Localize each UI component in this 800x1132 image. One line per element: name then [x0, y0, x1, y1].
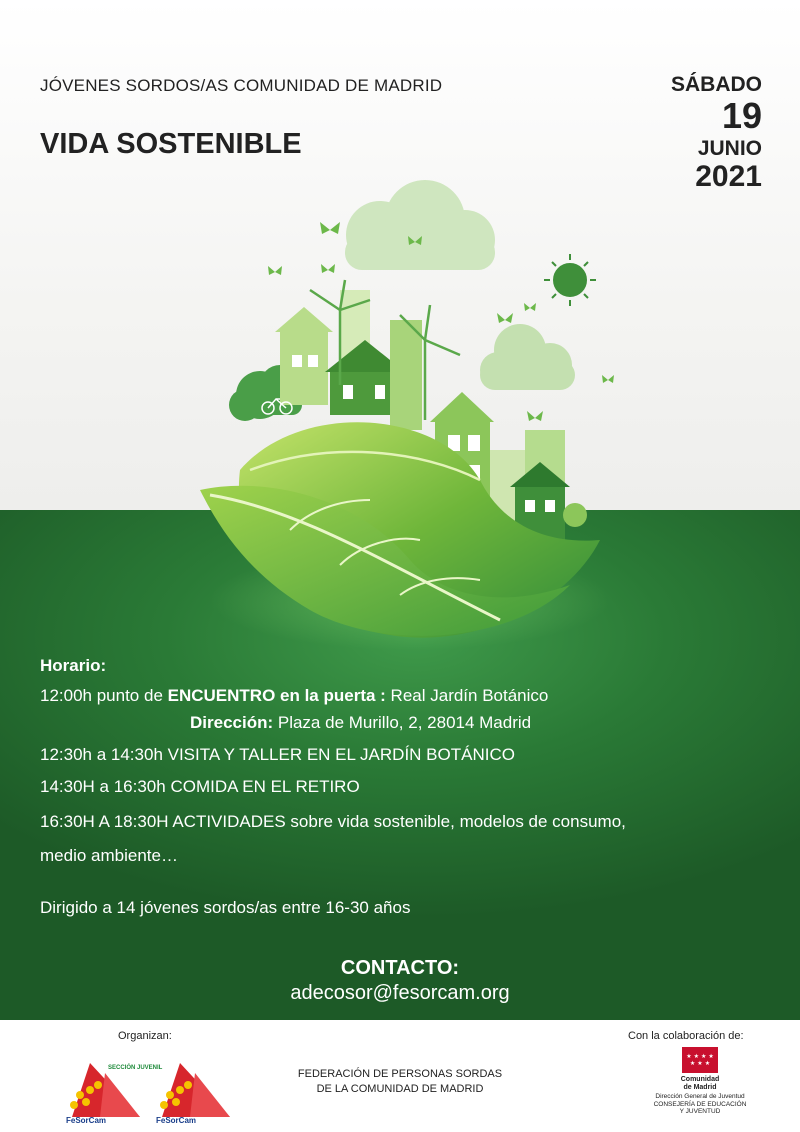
logo-1-text: FeSorCam — [66, 1116, 107, 1125]
federation-line-1: FEDERACIÓN DE PERSONAS SORDAS — [297, 1068, 503, 1080]
meeting-point — [40, 686, 548, 706]
cm-name-line-1: Comunidad — [680, 1076, 720, 1083]
meeting-highlight: ENCUENTRO en la puerta : — [167, 686, 386, 705]
cm-department — [640, 1093, 760, 1115]
poster-title: VIDA SOSTENIBLE — [40, 128, 302, 160]
address-label: Dirección: — [190, 713, 274, 732]
organizers-label: Organizan: — [118, 1030, 172, 1042]
event-date — [671, 74, 762, 192]
sun-icon — [544, 254, 596, 306]
date-day: 19 — [721, 95, 762, 136]
contact-email[interactable]: adecosor@fesorcam.org — [290, 982, 510, 1004]
cm-name — [640, 1076, 760, 1091]
date-year: 2021 — [695, 160, 762, 193]
cm-sub-line-1: Dirección General de Juventud — [655, 1093, 745, 1101]
organization-name: JÓVENES SORDOS/AS COMUNIDAD DE MADRID — [40, 76, 443, 95]
cm-sub-line-2: CONSEJERÍA DE EDUCACIÓN — [653, 1100, 747, 1108]
fesorcam-logo — [150, 1055, 235, 1125]
address-value: Plaza de Murillo, 2, 28014 Madrid — [273, 713, 532, 732]
madrid-flag-icon: ★ ★ ★ ★ ★ ★ ★ — [682, 1047, 718, 1073]
schedule-heading: Horario: — [40, 656, 107, 675]
schedule-item-1: 12:30h a 14:30h VISITA Y TALLER EN EL JARDÍN BOTÁNICO — [40, 745, 515, 764]
logo-2-text: FeSorCam — [156, 1116, 197, 1125]
collaboration-label: Con la colaboración de: — [628, 1030, 744, 1042]
meeting-place: Real Jardín Botánico — [385, 686, 549, 705]
meeting-prefix: 12:00h punto de — [40, 686, 168, 705]
schedule-item-3-continued: medio ambiente… — [40, 846, 178, 865]
date-weekday: SÁBADO — [670, 73, 762, 96]
eco-city-leaf-illustration — [180, 180, 620, 650]
contact-heading: CONTACTO: — [340, 957, 460, 979]
federation-line-2: DE LA COMUNIDAD DE MADRID — [316, 1083, 484, 1096]
schedule-item-3: 16:30H A 18:30H ACTIVIDADES sobre vida sostenible, modelos de consumo, — [40, 812, 626, 831]
cloud-icon — [345, 180, 495, 270]
address — [190, 713, 531, 733]
fesorcam-youth-logo — [60, 1055, 163, 1125]
audience-note: Dirigido a 14 jóvenes sordos/as entre 16-30 años — [40, 898, 411, 917]
federation-name — [290, 1067, 510, 1098]
comunidad-madrid-logo — [640, 1047, 760, 1116]
schedule-item-2: 14:30H a 16:30h COMIDA EN EL RETIRO — [40, 777, 360, 796]
logo-badge: SECCIÓN JUVENIL — [108, 1065, 163, 1071]
cm-sub-line-3: Y JUVENTUD — [679, 1108, 721, 1116]
cm-name-line-2: de Madrid — [683, 1083, 717, 1091]
date-month: JUNIO — [697, 137, 762, 160]
